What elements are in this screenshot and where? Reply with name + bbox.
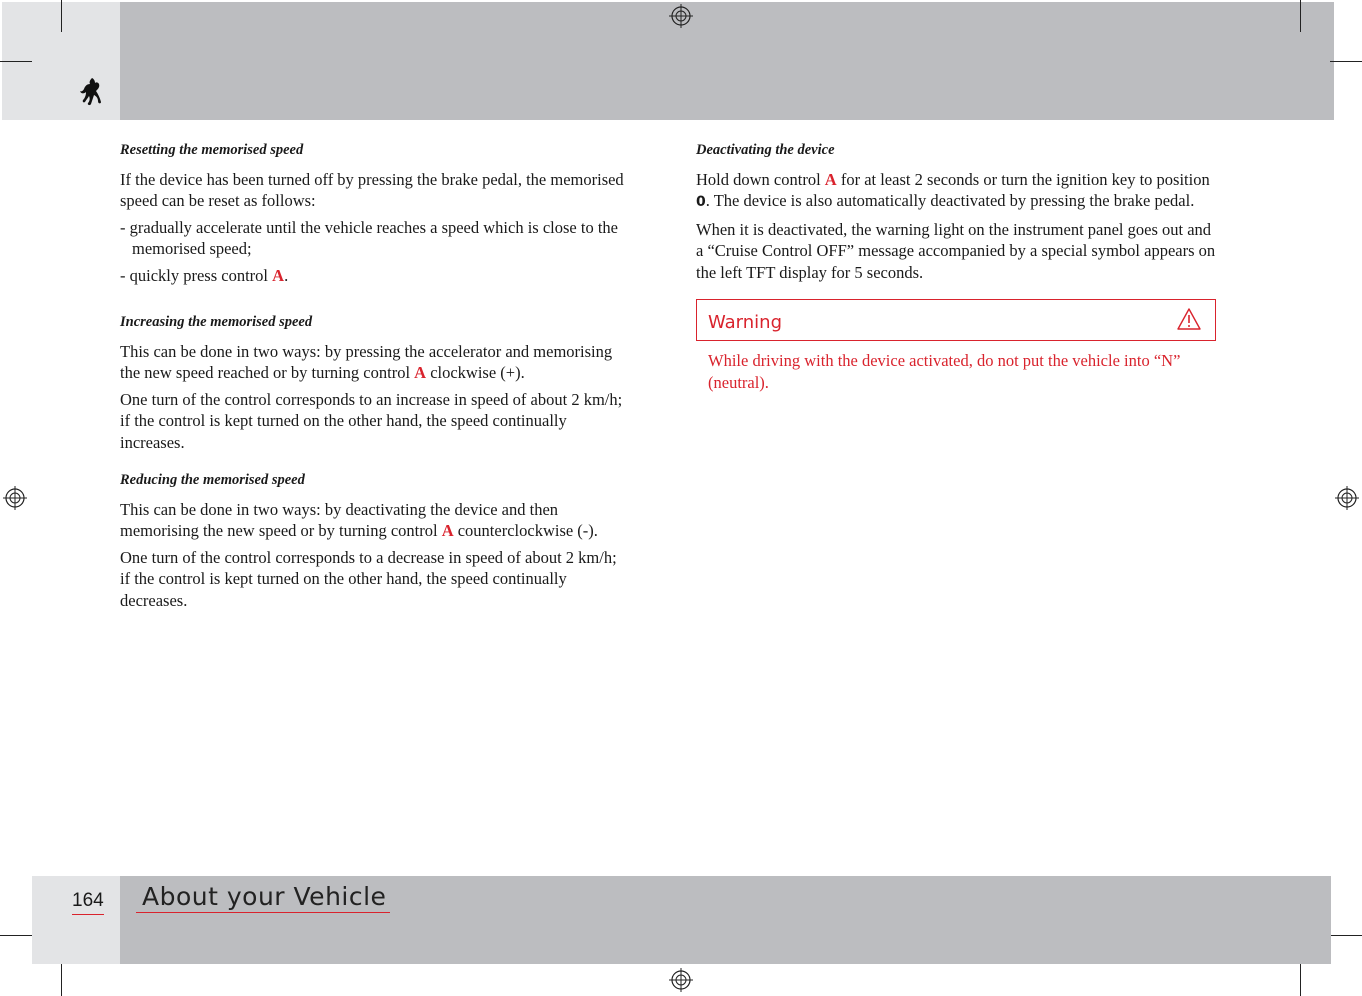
crop-mark: [1330, 61, 1362, 62]
crop-mark: [1330, 935, 1362, 936]
crop-mark: [0, 61, 32, 62]
registration-mark-icon: [1335, 486, 1359, 510]
reducing-para-2: One turn of the control corresponds to a decrease in speed of about 2 km/h; if the control is kept turned on the other hand, the speed continually decreases.: [120, 547, 617, 610]
resetting-step-1: - gradually accelerate until the vehicle reaches a speed which is close to the memorised speed;: [120, 217, 618, 258]
increasing-heading: Increasing the memorised speed: [120, 314, 313, 330]
registration-mark-icon: [669, 4, 693, 28]
deactivating-para-2: When it is deactivated, the warning light on the instrument panel goes out and a “Cruise Control OFF” message accompanied by a special symbol appears on the left TFT display for 5 seconds.: [696, 219, 1216, 282]
control-a-ref: A: [272, 265, 285, 285]
increasing-para-2: One turn of the control corresponds to an increase in speed of about 2 km/h; if the control is kept turned on the other hand, the speed continually increases.: [120, 389, 623, 452]
warning-box: [696, 299, 1216, 341]
resetting-step-2: - quickly press control A.: [120, 265, 289, 285]
section-title: About your Vehicle: [136, 882, 390, 913]
crop-mark: [1300, 0, 1301, 32]
increasing-para-1: This can be done in two ways: by pressing the accelerator and memorising the new speed reached or by turning control A clockwise (+).: [120, 341, 613, 382]
crop-mark: [1300, 964, 1301, 996]
reducing-para-1: This can be done in two ways: by deactivating the device and then memorising the new speed or by turning control A counterclockwise (-).: [120, 499, 598, 540]
registration-mark-icon: [3, 486, 27, 510]
header-band: [120, 2, 1334, 120]
registration-mark-icon: [669, 968, 693, 992]
deactivating-heading: Deactivating the device: [696, 142, 835, 158]
right-column: [696, 140, 1216, 393]
warning-text: While driving with the device activated, do not put the vehicle into “N” (neutral).: [708, 351, 1181, 392]
resetting-heading: Resetting the memorised speed: [120, 142, 304, 158]
warning-label: Warning: [708, 312, 783, 333]
control-a-ref: A: [441, 521, 454, 540]
page-number: 164: [72, 890, 104, 915]
crop-mark: [0, 935, 32, 936]
crop-mark: [61, 0, 62, 32]
deactivating-para-1: Hold down control A for at least 2 seconds or turn the ignition key to position 0. The device is also automatically deactivated by pressing the brake pedal.: [696, 169, 1210, 210]
crop-mark: [61, 964, 62, 996]
resetting-intro: If the device has been turned off by pressing the brake pedal, the memorised speed can be reset as follows:: [120, 169, 624, 210]
position-zero: 0: [696, 194, 706, 210]
left-column: [120, 140, 630, 616]
reducing-heading: Reducing the memorised speed: [120, 472, 305, 488]
control-a-ref: A: [824, 169, 837, 189]
warning-triangle-icon: [1177, 308, 1201, 330]
prancing-horse-icon: [78, 76, 104, 108]
control-a-ref: A: [414, 363, 427, 382]
